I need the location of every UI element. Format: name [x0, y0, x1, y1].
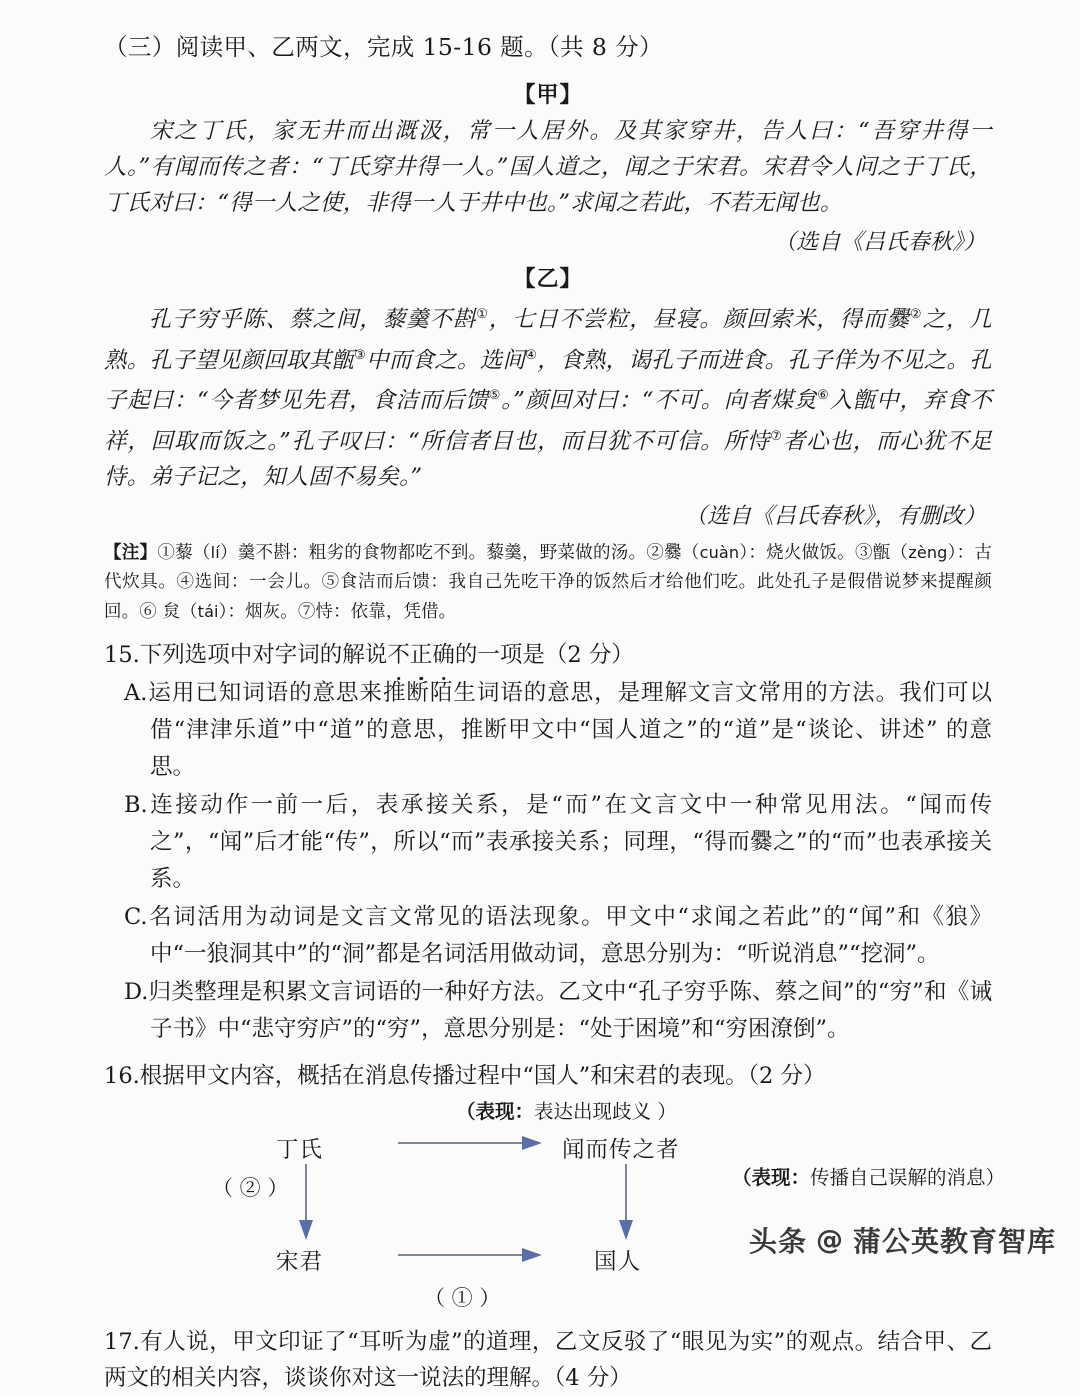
note-item: ①藜（ [157, 543, 211, 563]
note-item: ）：古代炊具。 [104, 543, 992, 592]
passage-yi-seg: ，食熟，谒孔子而进食。孔子佯为不见之。孔子起曰：“今 [104, 347, 992, 414]
diagram-note-top-text: 表达出现歧义 ） [534, 1100, 677, 1123]
diagram-note-right-text: 传播自己误解的消息） [810, 1166, 1006, 1189]
note-item: ⑥ 炱（ [139, 602, 198, 622]
watermark [749, 1220, 1056, 1260]
passage-yi-source: （选自《吕氏春秋》，有删改） [684, 504, 986, 529]
passage-jia-source: （选自《吕氏春秋》） [773, 230, 986, 255]
diagram-blank-1: （ ① ） [424, 1286, 501, 1310]
diagram-note-top-label: （表现： [456, 1100, 535, 1123]
option-c-text: 名词活用为动词是文言文常见的语法现象。甲文中“求闻之若此”的“闻”和《狼》中 [147, 904, 992, 967]
section-heading: （三）阅读甲、乙两文，完成 15-16 题。（共 8 分） [104, 33, 663, 61]
note-pinyin: lí [210, 543, 220, 562]
note-item: ）羹不斟：粗劣的食物都吃不到。藜羹，野菜做的汤。 [219, 543, 647, 563]
passage-yi-seg: 者梦见先君，食洁而后馈 [232, 387, 489, 414]
question-15-emphasis: 不正确 [387, 642, 455, 668]
passage-yi-seg: 中而食之。选间 [366, 347, 526, 373]
passage-yi-marker: 【乙】 [513, 266, 583, 292]
notes-block [104, 538, 992, 627]
option-b-text: 连接动作一前一后，表承接关系，是“而”在文言文中一种常见用法。“闻而传之”，“闻” [147, 792, 992, 855]
note-item: ）：烟灰。 [218, 602, 298, 622]
question-17-text-2: 两文的相关内容，谈谈你对这一说法的理解。（4 分） [104, 1365, 632, 1391]
diagram-node-songjun: 宋君 [276, 1249, 324, 1275]
note-ref-3: ③ [354, 347, 367, 363]
question-16-number: 16. [104, 1063, 140, 1089]
option-b[interactable] [104, 787, 992, 898]
passage-yi-seg: 易矣。” [353, 464, 423, 490]
option-c[interactable] [104, 899, 992, 973]
note-ref-6: ⑥ [817, 388, 830, 403]
question-17-number: 17. [104, 1329, 140, 1355]
option-c-text-2: “一狼洞其中”的“洞”都是名词活用做动词，意思分别为：“听说消息”“挖洞”。 [172, 941, 940, 967]
note-ref-5: ⑤ [488, 388, 502, 403]
question-15-stem-part: 下列选项中对字词的解说 [139, 642, 388, 668]
passage-yi-seg: 子望见颜回取其甑 [172, 347, 355, 373]
note-pinyin: tái [197, 602, 219, 621]
passage-yi-seg: 入甑中，弃食不祥，回取而饭之。” [104, 387, 992, 454]
passage-yi-seg: 。”颜回对曰：“不可。向者煤炱 [501, 387, 818, 414]
note-item: ②爨（ [646, 543, 700, 563]
question-15-stem [104, 637, 992, 673]
note-item: ）：烧火做饭。 [739, 543, 855, 563]
option-a-text: 运用已知词语的意思来推断陌生词语的意思，是理解文言文常用的方法。我们可以借“津 [147, 680, 992, 743]
passage-yi-seg: ，七日不尝粒，昼寝。颜回索米，得而爨 [488, 306, 910, 333]
note-item: ⑤食洁而后馈：我自己先吃干净的饭然后才给他们吃。此处孔子是假借说梦来提醒颜回。 [104, 572, 992, 622]
passage-yi-seg: 者心也，而心犹不足恃。弟子记之，知人固不 [104, 428, 992, 490]
option-d-text-2: 子书》中“悲守穷庐”的“穷”，意思分别是：“处于困境”和“穷困潦倒”。 [150, 1016, 850, 1042]
notes-label: 【注】 [104, 543, 158, 563]
passage-jia-text [104, 113, 992, 221]
arrow-down-icon-right [617, 1162, 635, 1242]
option-b-text-2: 后才能“传”，所以“而”表承接关系；同理，“得而爨之”的“而”也表承接关系。 [150, 829, 992, 892]
note-ref-4: ④ [525, 347, 538, 363]
passage-yi-seg: 之，几熟。孔 [104, 306, 992, 373]
option-a-label: A. [124, 680, 148, 706]
question-15-options [104, 675, 992, 1048]
watermark-account: 蒲公英教育智库 [852, 1225, 1056, 1258]
passage-yi-text [104, 297, 992, 495]
diagram-note-top [456, 1096, 677, 1124]
message-flow-diagram [104, 1096, 1006, 1314]
note-ref-2: ② [909, 307, 923, 322]
diagram-node-guoren: 国人 [594, 1249, 642, 1275]
option-a-text-2: 津乐道”中“道”的意思，推断甲文中“国人道之”的“道”是“谈论、讲述” 的意思。 [150, 717, 992, 780]
question-15-stem-part: 的一项是（2 分） [454, 642, 634, 668]
question-16-stem [104, 1058, 992, 1094]
diagram-note-right-label: （表现： [732, 1166, 811, 1189]
arrow-right-icon-bottom [396, 1246, 546, 1264]
passage-jia-line-3: “得一人之使，非得一人于井中也。”求闻之若此，不若无闻也。 [217, 190, 843, 216]
passage-jia-line-1: 宋之丁氏，家无井而出溉汲，常一人居外。及其家穿井，告人曰：“吾穿井得一人。”有 [104, 118, 992, 180]
note-item: ③甑（ [854, 543, 909, 563]
question-17-stem [104, 1324, 992, 1396]
passage-jia-marker: 【甲】 [513, 82, 583, 108]
diagram-note-right [732, 1162, 1005, 1190]
watermark-at-icon: @ [815, 1224, 844, 1256]
arrow-right-icon-top [396, 1134, 546, 1152]
passage-jia-line-2: 闻而传之者：“丁氏穿井得一人。”国人道之，闻之于宋君。宋君令人问之于丁氏，丁氏对曰： [104, 154, 992, 216]
option-c-label: C. [124, 904, 148, 930]
note-item: ④选间：一会儿。 [176, 572, 322, 592]
option-d-label: D. [124, 979, 149, 1005]
note-pinyin: cuàn [699, 543, 740, 562]
option-a[interactable] [104, 675, 992, 786]
option-d[interactable] [104, 974, 992, 1048]
passage-yi-seg: 孔子叹曰：“所信者目也，而目犹不可信。所恃 [290, 428, 771, 454]
note-pinyin: zèng [908, 543, 948, 562]
note-item: ⑦恃：依靠，凭借。 [297, 602, 457, 622]
arrow-down-icon-left [297, 1162, 315, 1242]
diagram-node-dingshi: 丁氏 [276, 1137, 324, 1163]
option-d-text: 归类整理是积累文言词语的一种好方法。乙文中“孔子穷乎陈、蔡之间”的“穷”和《诫 [148, 979, 992, 1005]
question-17-text: 有人说，甲文印证了“耳听为虚”的道理，乙文反驳了“眼见为实”的观点。结合甲、乙 [139, 1329, 992, 1355]
diagram-blank-2: （ ② ） [212, 1176, 289, 1200]
note-ref-7: ⑦ [770, 428, 783, 444]
passage-yi-seg: 孔子穷乎陈、蔡之间，藜羹不斟 [148, 306, 477, 333]
option-b-label: B. [124, 792, 148, 818]
diagram-node-chuanzhizhe: 闻而传之者 [562, 1137, 680, 1163]
question-16-stem-text: 根据甲文内容，概括在消息传播过程中“国人”和宋君的表现。（2 分） [139, 1063, 826, 1089]
question-15-number: 15. [104, 642, 140, 668]
note-ref-1: ① [476, 307, 489, 322]
watermark-platform: 头条 [748, 1225, 807, 1258]
